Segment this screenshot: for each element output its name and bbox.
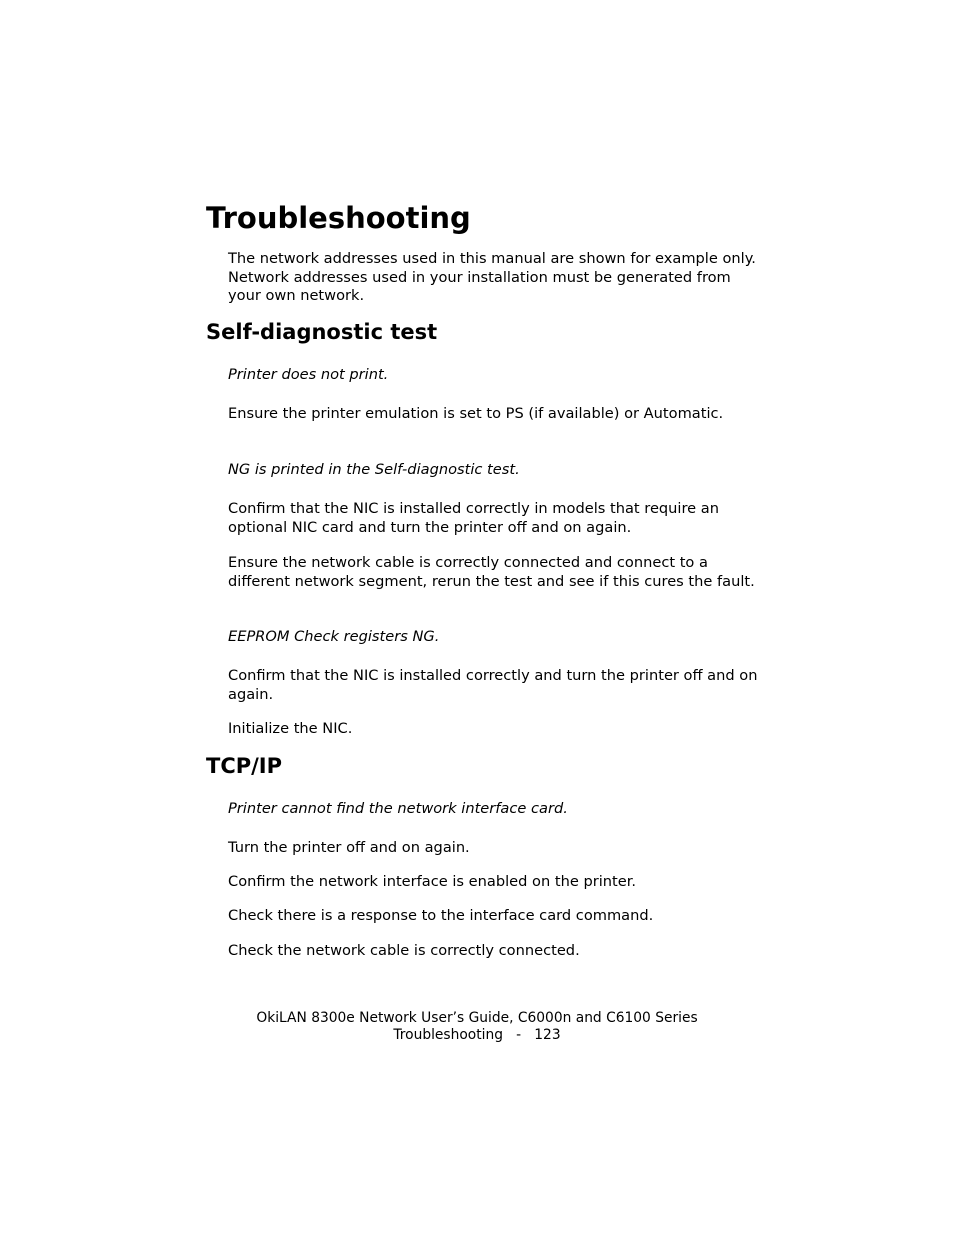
page-title: Troubleshooting <box>206 201 471 235</box>
symptom-text: Printer does not print. <box>228 366 389 383</box>
action-text: Confirm that the NIC is installed correctly and turn the printer off and on again. <box>228 667 758 703</box>
footer-document-title: OkiLAN 8300e Network User’s Guide, C6000n and C6100 Series <box>256 1010 698 1026</box>
section-heading-tcp-ip: TCP/IP <box>206 754 283 778</box>
action-text: Check the network cable is correctly connected. <box>228 942 580 959</box>
footer-page-number: Troubleshooting - 123 <box>393 1027 561 1043</box>
action-text: Confirm that the NIC is installed correctly in models that require an optional NIC card and turn the printer off and on again. <box>228 500 719 536</box>
intro-paragraph: The network addresses used in this manual are shown for example only. Network addresses used in your installation must be generated from your own network. <box>228 250 756 305</box>
action-text: Ensure the printer emulation is set to PS (if available) or Automatic. <box>228 405 724 422</box>
action-text: Ensure the network cable is correctly connected and connect to a different network segment, rerun the test and see if this cures the fault. <box>228 554 755 590</box>
symptom-text: Printer cannot find the network interface card. <box>228 800 568 817</box>
action-text: Confirm the network interface is enabled on the printer. <box>228 873 637 890</box>
action-text: Turn the printer off and on again. <box>228 839 470 856</box>
action-text: Check there is a response to the interface card command. <box>228 907 654 924</box>
symptom-text: NG is printed in the Self-diagnostic test. <box>228 461 520 478</box>
symptom-text: EEPROM Check registers NG. <box>228 628 440 645</box>
section-heading-self-diagnostic: Self-diagnostic test <box>206 320 438 344</box>
action-text: Initialize the NIC. <box>228 720 353 737</box>
